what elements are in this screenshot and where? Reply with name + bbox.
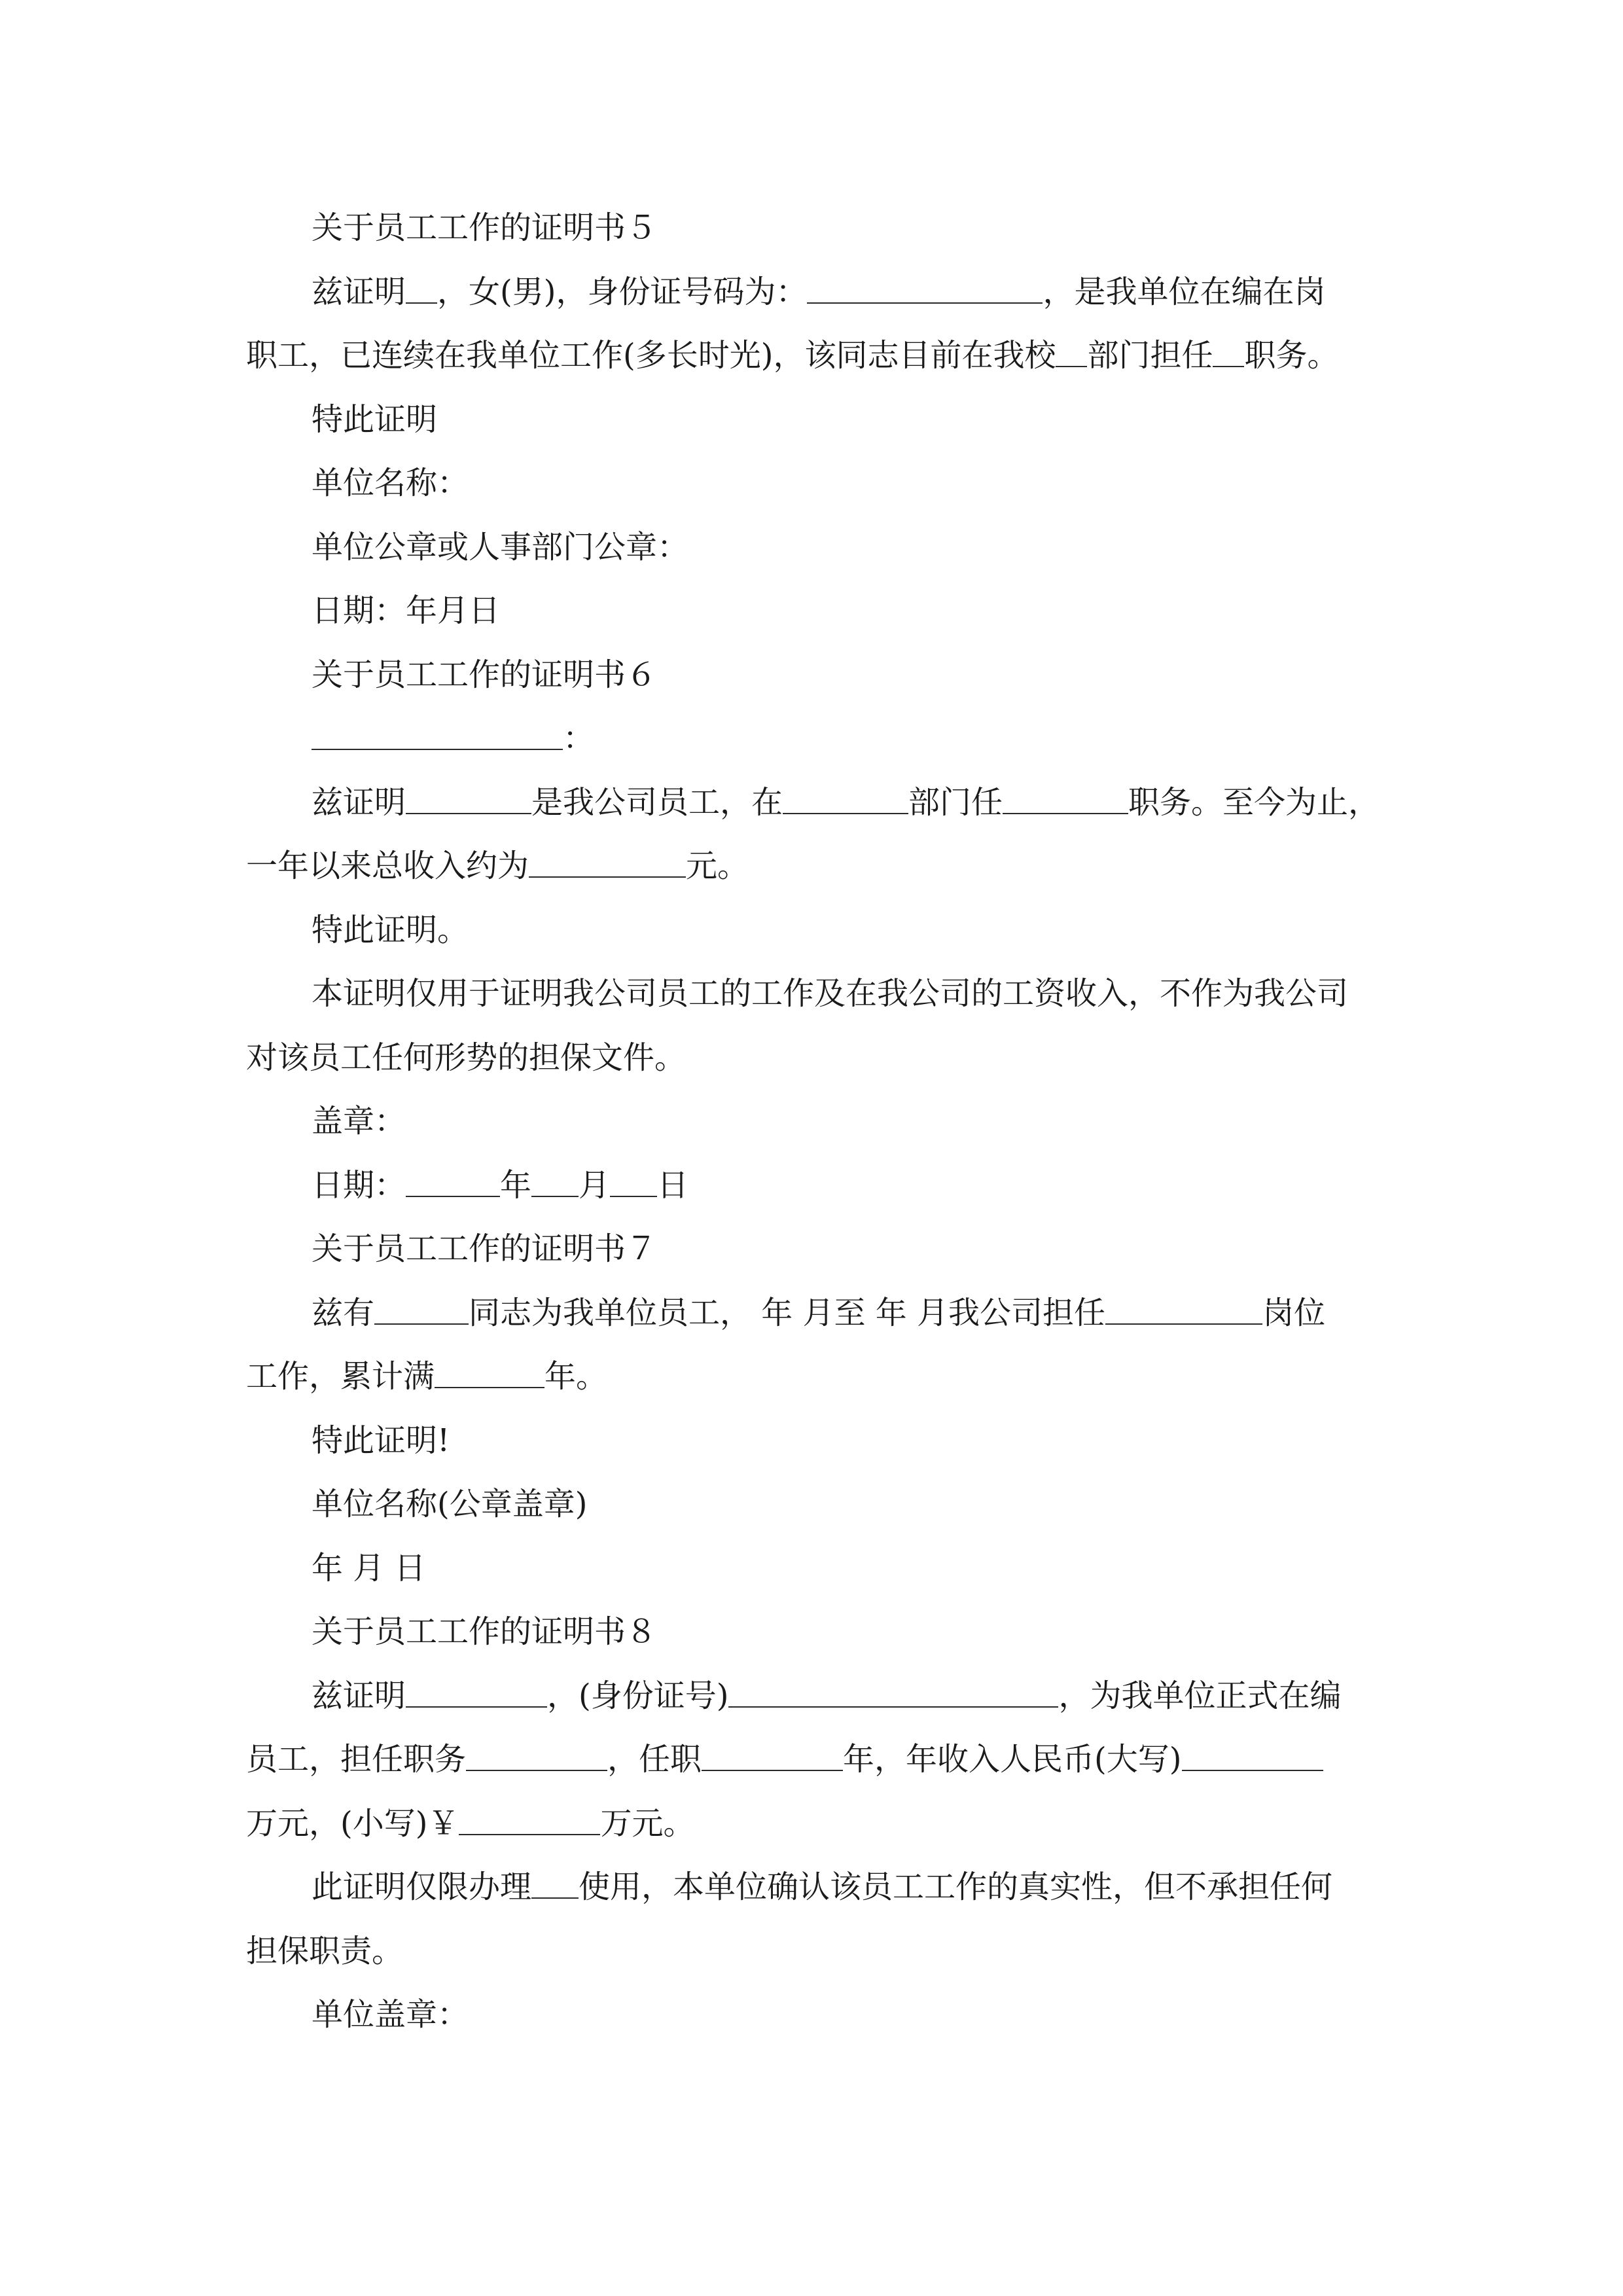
line-text: 职务。 <box>1244 337 1339 374</box>
line-text: 盖章： <box>312 1103 406 1139</box>
text-line <box>246 1792 1381 1856</box>
fill-in-blank <box>1056 340 1087 367</box>
line-text: 年 <box>500 1166 532 1204</box>
fill-in-blank <box>1182 1744 1323 1771</box>
line-text: 关于员工工作的证明书６ <box>312 656 658 693</box>
line-text: 关于员工工作的证明书７ <box>312 1230 658 1267</box>
line-text: ，任职 <box>607 1741 702 1778</box>
line-text: 日期：年月日 <box>312 592 501 629</box>
fill-in-blank <box>406 1680 547 1708</box>
line-text: 员工，担任职务 <box>246 1741 467 1778</box>
text-line <box>246 834 1381 899</box>
line-text: 年。 <box>544 1358 608 1395</box>
line-text: 关于员工工作的证明书８ <box>312 1613 658 1650</box>
line-text: 此证明仅限办理 <box>312 1869 532 1905</box>
fill-in-blank <box>406 276 437 304</box>
line-text: 日 <box>657 1166 689 1204</box>
line-text: 单位名称： <box>312 465 469 501</box>
text-line <box>246 1920 1381 1984</box>
fill-in-blank <box>1213 340 1244 367</box>
line-text: 部门担任 <box>1087 337 1213 374</box>
fill-in-blank <box>702 1744 843 1771</box>
fill-in-blank <box>529 850 686 878</box>
line-text: 日期： <box>312 1166 406 1204</box>
text-line <box>246 1728 1381 1792</box>
line-text: 单位名称(公章盖章) <box>312 1486 588 1522</box>
line-text: 万元，(小写)￥ <box>246 1804 459 1842</box>
fill-in-blank <box>459 1808 600 1835</box>
text-line <box>246 707 1381 771</box>
text-line <box>246 388 1381 452</box>
text-line <box>246 1026 1381 1090</box>
fill-in-blank <box>406 1170 500 1197</box>
line-text: 对该员工任何形势的担保文件。 <box>246 1039 687 1076</box>
line-text: 担保职责。 <box>246 1932 404 1969</box>
text-line <box>246 324 1381 388</box>
line-text: 兹有 <box>312 1294 375 1331</box>
text-line <box>246 1409 1381 1473</box>
line-text: 特此证明! <box>312 1422 450 1459</box>
line-text: 月 <box>579 1166 611 1204</box>
text-line <box>246 579 1381 643</box>
line-text: 职工，已连续在我单位工作(多长时光)，该同志目前在我校 <box>246 337 1056 374</box>
text-line <box>246 1537 1381 1601</box>
text-line <box>246 1345 1381 1409</box>
fill-in-blank <box>610 1170 657 1197</box>
line-text: ，是我单位在编在岗 <box>1043 273 1326 310</box>
line-text: 岗位 <box>1262 1294 1326 1331</box>
fill-in-blank <box>1003 787 1128 814</box>
line-text: 关于员工工作的证明书５ <box>312 209 658 246</box>
text-line <box>246 260 1381 325</box>
line-text: ，为我单位正式在编 <box>1058 1677 1342 1714</box>
text-line <box>246 1090 1381 1154</box>
line-text: 一年以来总收入约为 <box>246 848 529 884</box>
document-body <box>246 196 1381 2047</box>
text-line <box>246 1282 1381 1346</box>
fill-in-blank <box>531 1170 579 1197</box>
line-text: 部门任 <box>908 783 1003 821</box>
line-text: 年，年收入人民币(大写) <box>843 1741 1182 1778</box>
text-line <box>246 1664 1381 1729</box>
fill-in-blank <box>783 787 908 814</box>
text-line <box>246 962 1381 1026</box>
text-line <box>246 1154 1381 1218</box>
line-text: 使用，本单位确认该员工工作的真实性，但不承担任何 <box>579 1869 1333 1905</box>
line-text: 特此证明。 <box>312 911 469 948</box>
fill-in-blank <box>466 1744 607 1771</box>
fill-in-blank <box>1105 1297 1262 1325</box>
line-text: 本证明仅用于证明我公司员工的工作及在我公司的工资收入，不作为我公司 <box>312 975 1349 1012</box>
line-text: 工作，累计满 <box>246 1358 435 1395</box>
text-line <box>246 899 1381 963</box>
text-line <box>246 196 1381 260</box>
text-line <box>246 771 1381 835</box>
text-line <box>246 452 1381 516</box>
line-text: 特此证明 <box>312 401 438 438</box>
fill-in-blank <box>406 787 531 814</box>
line-text: ，(身份证号) <box>547 1677 729 1714</box>
line-text: 兹证明 <box>312 783 406 821</box>
text-line <box>246 1217 1381 1282</box>
fill-in-blank <box>531 1871 579 1899</box>
fill-in-blank <box>312 723 563 750</box>
fill-in-blank <box>374 1297 469 1325</box>
line-text: 元。 <box>686 848 749 884</box>
text-line <box>246 643 1381 708</box>
fill-in-blank <box>435 1361 544 1388</box>
text-line <box>246 1983 1381 2047</box>
fill-in-blank <box>807 276 1043 304</box>
line-text: 职务。至今为止， <box>1128 783 1380 821</box>
line-text: 单位盖章： <box>312 1996 469 2033</box>
line-text: ： <box>563 720 595 757</box>
line-text: 万元。 <box>600 1804 695 1842</box>
line-text: ，女(男)，身份证号码为： <box>437 273 808 310</box>
text-line <box>246 516 1381 580</box>
line-text: 同志为我单位员工， 年 月至 年 月我公司担任 <box>469 1294 1106 1331</box>
line-text: 兹证明 <box>312 1677 406 1714</box>
fill-in-blank <box>728 1680 1058 1708</box>
line-text: 是我公司员工，在 <box>531 783 783 821</box>
line-text: 兹证明 <box>312 273 406 310</box>
text-line <box>246 1473 1381 1537</box>
text-line <box>246 1856 1381 1920</box>
line-text: 单位公章或人事部门公章： <box>312 528 689 565</box>
line-text: 年 月 日 <box>312 1549 426 1587</box>
text-line <box>246 1600 1381 1664</box>
